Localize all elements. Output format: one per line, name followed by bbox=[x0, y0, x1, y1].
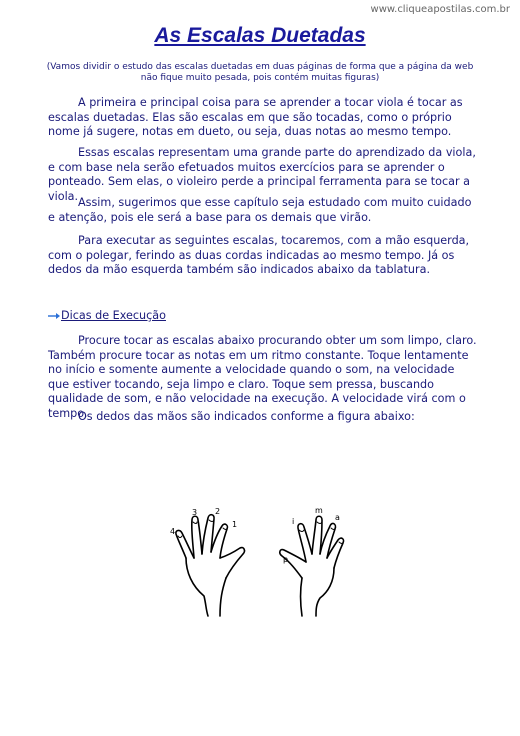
intro-paragraph-4: Para executar as seguintes escalas, tocaremos, com a mão esquerda, com o polegar, ferindo as duas cordas indicadas ao mesmo tempo. Já os dedos da mão esquerda também são indicados abaixo da tablatura. bbox=[48, 234, 470, 277]
right-hand-label-p: p bbox=[283, 555, 289, 564]
tips-heading[interactable]: Dicas de Execução bbox=[61, 309, 166, 322]
arrow-right-icon bbox=[48, 313, 60, 319]
left-hand-label-2: 2 bbox=[215, 507, 221, 516]
tips-paragraph-1: Procure tocar as escalas abaixo procurando obter um som limpo, claro. Também procure tocar as notas em um ritmo constante. Toque lentamente no início e somente aumente a velocidade quando o som, na velocidade que estiver tocando, seja limpo e claro. Toque sem pressa, buscando qualidade de som, e não velocidade na execução. A velocidade virá com o tempo. bbox=[48, 334, 477, 420]
hands-fingering-figure bbox=[164, 500, 360, 622]
left-hand-label-3: 3 bbox=[192, 508, 198, 517]
intro-paragraph-3: Assim, sugerimos que esse capítulo seja estudado com muito cuidado e atenção, pois ele será a base para os demais que virão. bbox=[48, 196, 472, 224]
right-hand-label-i: i bbox=[292, 517, 295, 526]
right-hand-drawing bbox=[280, 516, 344, 616]
tips-paragraph-2: Os dedos das mãos são indicados conforme a figura abaixo: bbox=[78, 410, 415, 423]
left-hand-label-4: 4 bbox=[170, 527, 176, 536]
right-hand-label-m: m bbox=[315, 506, 323, 515]
intro-paragraph-1: A primeira e principal coisa para se aprender a tocar viola é tocar as escalas duetadas. Elas são escalas em que são tocadas, como o próprio nome já sugere, notas em dueto, ou seja, duas notas ao mesmo tempo. bbox=[48, 96, 463, 139]
subtitle-note: (Vamos dividir o estudo das escalas duetadas em duas páginas de forma que a página da web não fique muito pesada, pois contém muitas figuras) bbox=[46, 62, 474, 83]
intro-paragraph-2: Essas escalas representam uma grande parte do aprendizado da viola, e com base nela serão efetuados muitos exercícios para se aprender o ponteado. Sem elas, o violeiro perde a principal ferramenta para se tocar a viola. bbox=[48, 146, 476, 203]
left-hand-drawing bbox=[176, 515, 245, 616]
page-title: As Escalas Duetadas bbox=[154, 24, 366, 47]
left-hand-label-1: 1 bbox=[232, 520, 238, 529]
tips-heading-link[interactable] bbox=[48, 309, 166, 322]
right-hand-label-a: a bbox=[335, 513, 340, 522]
site-url[interactable]: www.cliqueapostilas.com.br bbox=[370, 4, 510, 15]
